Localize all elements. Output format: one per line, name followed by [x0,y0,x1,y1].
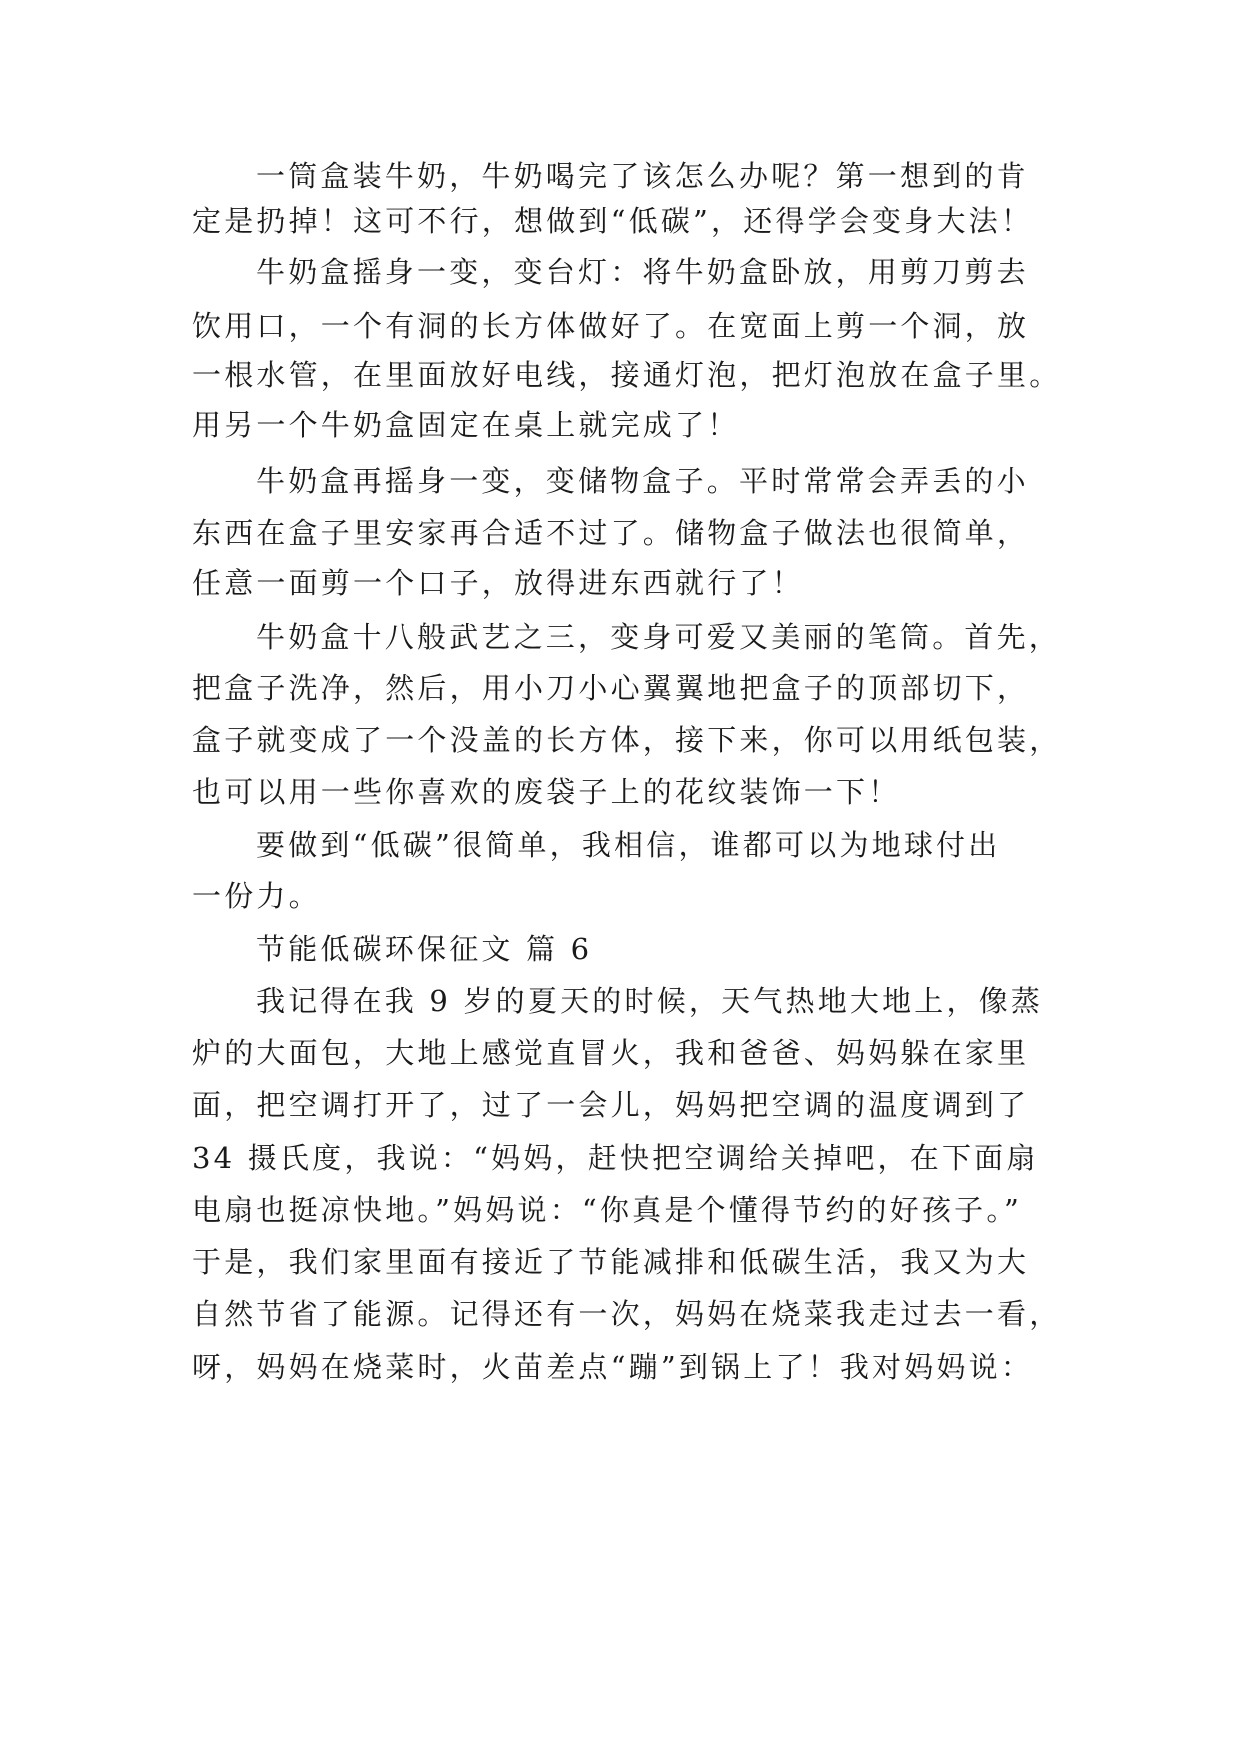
paragraph-1-line-2: 定是扔掉！这可不行，想做到“低碳”，还得学会变身大法！ [192,204,1034,238]
paragraph-2-line-4: 用另一个牛奶盒固定在桌上就完成了！ [192,408,740,442]
paragraph-6-line-5: 电扇也挺凉快地。”妈妈说：“你真是个懂得节约的好孩子。” [192,1193,1023,1227]
paragraph-5-line-1: 要做到“低碳”很简单，我相信，谁都可以为地球付出 [256,828,1001,862]
paragraph-4-line-1: 牛奶盒十八般武艺之三，变身可爱又美丽的笔筒。首先， [256,620,1062,654]
paragraph-6-line-2: 炉的大面包，大地上感觉直冒火，我和爸爸、妈妈躲在家里 [192,1036,1030,1070]
paragraph-3-line-1: 牛奶盒再摇身一变，变储物盒子。平时常常会弄丢的小 [256,464,1029,498]
paragraph-6-line-4: 34 摄氏度，我说：“妈妈，赶快把空调给关掉吧，在下面扇 [192,1141,1039,1175]
paragraph-6-line-6: 于是，我们家里面有接近了节能减排和低碳生活，我又为大 [192,1245,1030,1279]
paragraph-1-line-1: 一筒盒装牛奶，牛奶喝完了该怎么办呢？第一想到的肯 [256,159,1029,193]
paragraph-6-line-7: 自然节省了能源。记得还有一次，妈妈在烧菜我走过去一看， [192,1297,1062,1331]
paragraph-3-line-2: 东西在盒子里安家再合适不过了。储物盒子做法也很简单， [192,516,1030,550]
paragraph-2-line-3: 一根水管，在里面放好电线，接通灯泡，把灯泡放在盒子里。 [192,358,1062,392]
paragraph-6-line-1: 我记得在我 9 岁的夏天的时候，天气热地大地上，像蒸 [256,984,1044,1018]
section-heading: 节能低碳环保征文 篇 6 [256,932,593,966]
paragraph-5-line-2: 一份力。 [192,879,321,913]
paragraph-4-line-4: 也可以用一些你喜欢的废袋子上的花纹装饰一下！ [192,775,901,809]
paragraph-6-line-8: 呀，妈妈在烧菜时，火苗差点“蹦”到锅上了！我对妈妈说： [192,1350,1034,1384]
paragraph-2-line-1: 牛奶盒摇身一变，变台灯：将牛奶盒卧放，用剪刀剪去 [256,255,1029,289]
paragraph-3-line-3: 任意一面剪一个口子，放得进东西就行了！ [192,566,804,600]
paragraph-4-line-3: 盒子就变成了一个没盖的长方体，接下来，你可以用纸包装， [192,723,1062,757]
paragraph-4-line-2: 把盒子洗净，然后，用小刀小心翼翼地把盒子的顶部切下， [192,671,1030,705]
paragraph-6-line-3: 面，把空调打开了，过了一会儿，妈妈把空调的温度调到了 [192,1088,1030,1122]
paragraph-2-line-2: 饮用口，一个有洞的长方体做好了。在宽面上剪一个洞，放 [192,309,1030,343]
